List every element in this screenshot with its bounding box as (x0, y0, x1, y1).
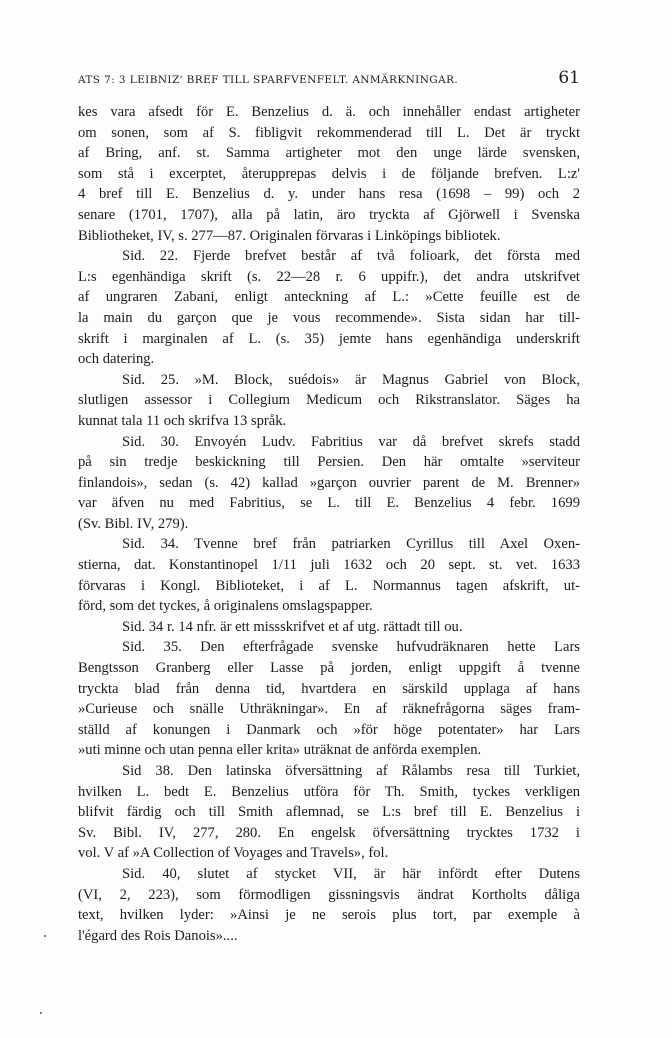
body-text (78, 102, 580, 946)
text-line: som stå i excerptet, återupprepas delvis i de följande brefven. L:z' (78, 165, 580, 182)
text-line: Sid. 34. Tvenne bref från patriarken Cyrillus till Axel Oxen- (122, 536, 580, 553)
text-line: finlandois», sedan (s. 42) kallad »garçon ouvrier parent de M. Brenner» (78, 474, 580, 491)
text-line: la main du garçon que je vous recommende». Sista sidan har till- (78, 309, 580, 326)
paragraph (78, 761, 580, 864)
text-line: Sid. 30. Envoyén Ludv. Fabritius var då brefvet skrefs stadd (122, 433, 580, 450)
text-line: Sid. 25. »M. Block, suédois» är Magnus Gabriel von Block, (122, 371, 580, 388)
running-head: ATS 7: 3 LEIBNIZ' BREF TILL SPARFVENFELT. ANMÄRKNINGAR. (78, 74, 459, 86)
text-line: vol. V af »A Collection of Voyages and Travels», fol. (78, 845, 389, 862)
paragraph (78, 617, 580, 638)
text-line: stierna, dat. Konstantinopel 1/11 juli 1632 och 20 sept. st. vet. 1633 (78, 557, 580, 574)
text-line: Sid. 40, slutet af stycket VII, är här infördt efter Dutens (122, 865, 580, 882)
text-line: Sid. 22. Fjerde brefvet består af två folioark, det första med (122, 248, 580, 265)
text-line: kunnat tala 11 och skrifva 13 språk. (78, 412, 287, 429)
text-line: af Bring, anf. st. Samma artigheter mot den unge lärde svensken, (78, 145, 580, 162)
paragraph (78, 246, 580, 370)
text-line: Sid. 34 r. 14 nfr. är ett missskrifvet et af utg. rättadt till ou. (122, 618, 463, 635)
text-line: tryckta blad från denna tid, hvartdera en särskild upplaga af hans (78, 680, 580, 697)
page-number: 61 (558, 68, 580, 88)
text-line: var äfven nu med Fabritius, se L. till E. Benzelius 4 febr. 1699 (78, 495, 580, 512)
page-header (78, 68, 580, 98)
text-line: Sid. 35. Den efterfrågade svenske hufvudräknaren hette Lars (122, 639, 580, 656)
text-line: (VI, 2, 223), som förmodligen gissningsvis ändrat Kortholts dåliga (78, 886, 580, 903)
text-line: senare (1701, 1707), alla på latin, äro tryckta af Gjörwell i Svenska (78, 206, 580, 223)
paragraph (78, 370, 580, 432)
text-line: hvilken L. bedt E. Benzelius utföra för Th. Smith, tyckes verkligen (78, 783, 580, 800)
scan-speck (44, 935, 46, 937)
text-line: l'égard des Rois Danois».... (78, 927, 238, 944)
paragraph (78, 864, 580, 946)
text-line: på sin tredje beskickning till Persien. Den här omtalte »serviteur (78, 454, 580, 471)
text-line: »Curieuse och snälle Uthräkningar». En af räknefrågorna säges fram- (78, 701, 580, 718)
text-line: L:s egenhändiga skrift (s. 22—28 r. 6 uppifr.), det andra utskrifvet (78, 268, 580, 285)
text-line: Bengtsson Granberg eller Lasse på jorden, enligt uppgift å tvenne (78, 660, 580, 677)
paragraph (78, 432, 580, 535)
text-line: slutligen assessor i Collegium Medicum och Rikstranslator. Säges ha (78, 392, 580, 409)
text-line: om sonen, som af S. fibligvit rekommenderad till L. Det är tryckt (78, 124, 580, 141)
text-line: (Sv. Bibl. IV, 279). (78, 515, 189, 532)
paragraph (78, 637, 580, 761)
text-line: och datering. (78, 351, 155, 368)
text-line: kes vara afsedt för E. Benzelius d. ä. och innehåller endast artigheter (78, 104, 580, 120)
document-page (78, 68, 580, 946)
text-line: skrift i marginalen af L. (s. 35) jemte hans egenhändiga underskrift (78, 330, 580, 347)
scan-speck (40, 1012, 42, 1014)
text-line: Sv. Bibl. IV, 277, 280. En engelsk öfversättning trycktes 1732 i (78, 824, 580, 841)
text-line: blifvit färdig och till Smith aflemnad, se L:s bref till E. Benzelius i (78, 804, 580, 821)
paragraph (78, 102, 580, 246)
text-line: förd, som det tyckes, å originalens omslagspapper. (78, 598, 373, 615)
text-line: text, hvilken lyder: »Ainsi je ne serois plus tort, par exemple à (78, 907, 580, 924)
paragraph (78, 534, 580, 616)
text-line: Bibliotheket, IV, s. 277—87. Originalen förvaras i Linköpings bibliotek. (78, 227, 501, 244)
text-line: 4 bref till E. Benzelius d. y. under hans resa (1698 – 99) och 2 (78, 186, 580, 203)
text-line: »uti minne och utan penna eller krita» uträknat de anförda exemplen. (78, 742, 482, 759)
text-line: Sid 38. Den latinska öfversättning af Rålambs resa till Turkiet, (122, 763, 580, 779)
text-line: förvaras i Kongl. Biblioteket, i af L. Normannus tagen afskrift, ut- (78, 577, 580, 594)
text-line: af ungraren Zabani, enligt anteckning af L.: »Cette feuille est de (78, 289, 580, 306)
text-line: ställd af konungen i Danmark och »för höge potentater» har Lars (78, 721, 580, 738)
